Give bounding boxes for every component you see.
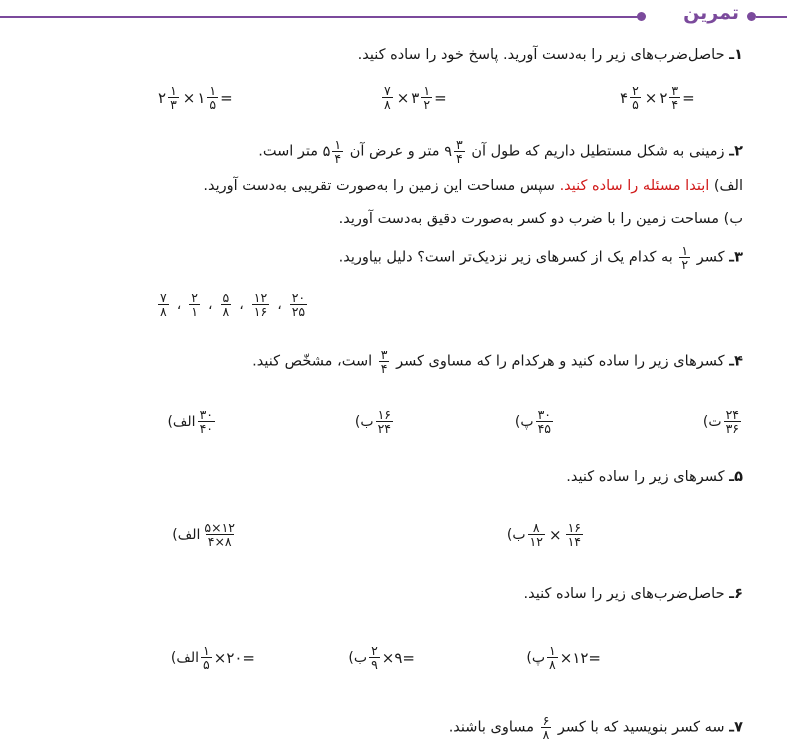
fraction: $\frac{۳}{۴}$ xyxy=(671,83,679,113)
question-3: ۳ـ کسر $\frac{۱}{۲}$ به کدام یک از کسرهای زیر نزدیک‌تر است؟ دلیل بیاورید. xyxy=(338,243,743,273)
highlighted-instruction: ابتدا مسئله را ساده کنید. xyxy=(559,178,710,194)
question-1 xyxy=(358,47,743,63)
q4-item-p: $\frac{۳۰}{۴۵}$ پ) xyxy=(514,407,551,437)
header-dot xyxy=(637,12,646,21)
question-number: ۳ـ xyxy=(729,249,743,266)
fraction: $\frac{۲۰}{۲۵}$ xyxy=(291,290,306,320)
q1-expr-2: $\frac{۷}{۸}$ × ۳ $\frac{۱}{۲}$ = xyxy=(384,83,447,113)
fraction: $\frac{۳۰}{۴۵}$ xyxy=(537,407,551,437)
q5-item-b: $\frac{۸}{۱۲}$ × $\frac{۱۶}{۱۴}$ ب) xyxy=(506,520,581,550)
section-title: تمرین xyxy=(683,2,739,24)
question-7: ۷ـ سه کسر بنویسید که با کسر $\frac{۶}{۸}$ مساوی باشند. xyxy=(448,713,743,743)
q4-item-b: $\frac{۱۶}{۲۴}$ ب) xyxy=(354,407,391,437)
width-value: ۵ $\frac{۱}{۴}$ xyxy=(322,137,342,167)
fraction: $\frac{۲}{۱}$ xyxy=(191,290,198,320)
q6-item-alef: $\frac{۱}{۵}$ ×۲۰= الف) xyxy=(170,643,255,673)
header-rule xyxy=(0,16,640,18)
fraction: $\frac{۲۴}{۳۶}$ xyxy=(725,407,739,437)
fraction: $\frac{۵}{۸}$ xyxy=(222,290,230,320)
question-number: ۷ـ xyxy=(729,719,743,736)
q1-expr-3: ۲ $\frac{۱}{۳}$ × ۱ $\frac{۱}{۵}$ = xyxy=(158,83,233,113)
question-number: ۵ـ xyxy=(729,469,743,485)
fraction: $\frac{۱}{۲}$ xyxy=(423,83,431,113)
length-value: ۹ $\frac{۳}{۴}$ xyxy=(444,137,463,167)
question-2-part-a: الف) ابتدا مسئله را ساده کنید. سپس مساحت این زمین را به‌صورت تقریبی به‌دست آورید. xyxy=(203,178,743,194)
question-5: ۵ـ کسرهای زیر را ساده کنید. xyxy=(566,469,743,485)
fraction: $\frac{۱}{۲}$ xyxy=(681,243,689,273)
fraction: $\frac{۱۲}{۱۶}$ xyxy=(253,290,268,320)
q5-item-alef: $\frac{۱۲\times ۵}{۸\times ۴}$ الف) xyxy=(172,520,235,550)
question-number: ۲ـ xyxy=(729,143,743,160)
question-number: ۱ـ xyxy=(729,47,743,63)
question-2: ۲ـ زمینی به شکل مستطیل داریم که طول آن ۹ $\frac{۳}{۴}$ متر و عرض آن ۵ $\frac{۱}{۴}$ متر است. xyxy=(258,137,743,167)
q3-fraction-list: $\frac{۷}{۸}$ ، $\frac{۲}{۱}$ ، $\frac{۵}{۸}$ ، $\frac{۱۲}{۱۶}$ ، $\frac{۲۰}{۲۵}$ xyxy=(160,290,306,320)
fraction: $\frac{۳۰}{۴۰}$ xyxy=(199,407,213,437)
fraction: $\frac{۱۶}{۲۴}$ xyxy=(377,407,391,437)
question-number: ۴ـ xyxy=(729,353,743,370)
header-rule-end xyxy=(756,16,787,18)
fraction: $\frac{۳}{۴}$ xyxy=(380,347,388,377)
fraction: $\frac{۱}{۸}$ xyxy=(549,643,556,673)
fraction: $\frac{۱}{۵}$ xyxy=(203,643,210,673)
q6-item-p: $\frac{۱}{۸}$ ×۱۲= پ) xyxy=(526,643,601,673)
question-number: ۶ـ xyxy=(729,586,743,602)
question-2-part-b: ب) مساحت زمین را با ضرب دو کسر به‌صورت دقیق به‌دست آورید. xyxy=(338,211,743,227)
fraction: $\frac{۲}{۹}$ xyxy=(371,643,378,673)
fraction: $\frac{۱۲\times ۵}{۸\times ۴}$ xyxy=(204,520,235,550)
fraction: $\frac{۱۶}{۱۴}$ xyxy=(567,520,581,550)
question-6: ۶ـ حاصل‌ضرب‌های زیر را ساده کنید. xyxy=(523,586,743,602)
q4-item-alef: $\frac{۳۰}{۴۰}$ الف) xyxy=(167,407,213,437)
question-4: ۴ـ کسرهای زیر را ساده کنید و هرکدام را که مساوی کسر $\frac{۳}{۴}$ است، مشخّص کنید. xyxy=(252,347,743,377)
fraction: $\frac{۲}{۵}$ xyxy=(632,83,639,113)
question-text: حاصل‌ضرب‌های زیر را به‌دست آورید. پاسخ خود را ساده کنید. xyxy=(357,47,725,63)
header-dot xyxy=(747,12,756,21)
fraction: $\frac{۱}{۵}$ xyxy=(209,83,217,113)
fraction: $\frac{۱}{۳}$ xyxy=(170,83,177,113)
fraction: $\frac{۸}{۱۲}$ xyxy=(529,520,543,550)
fraction: $\frac{۷}{۸}$ xyxy=(160,290,167,320)
fraction: $\frac{۷}{۸}$ xyxy=(384,83,391,113)
q4-item-t: $\frac{۲۴}{۳۶}$ ت) xyxy=(702,407,739,437)
fraction: $\frac{۶}{۸}$ xyxy=(542,713,550,743)
q1-expr-1: ۴ $\frac{۲}{۵}$ × ۲ $\frac{۳}{۴}$ = xyxy=(620,83,695,113)
q6-item-b: $\frac{۲}{۹}$ ×۹= ب) xyxy=(348,643,415,673)
